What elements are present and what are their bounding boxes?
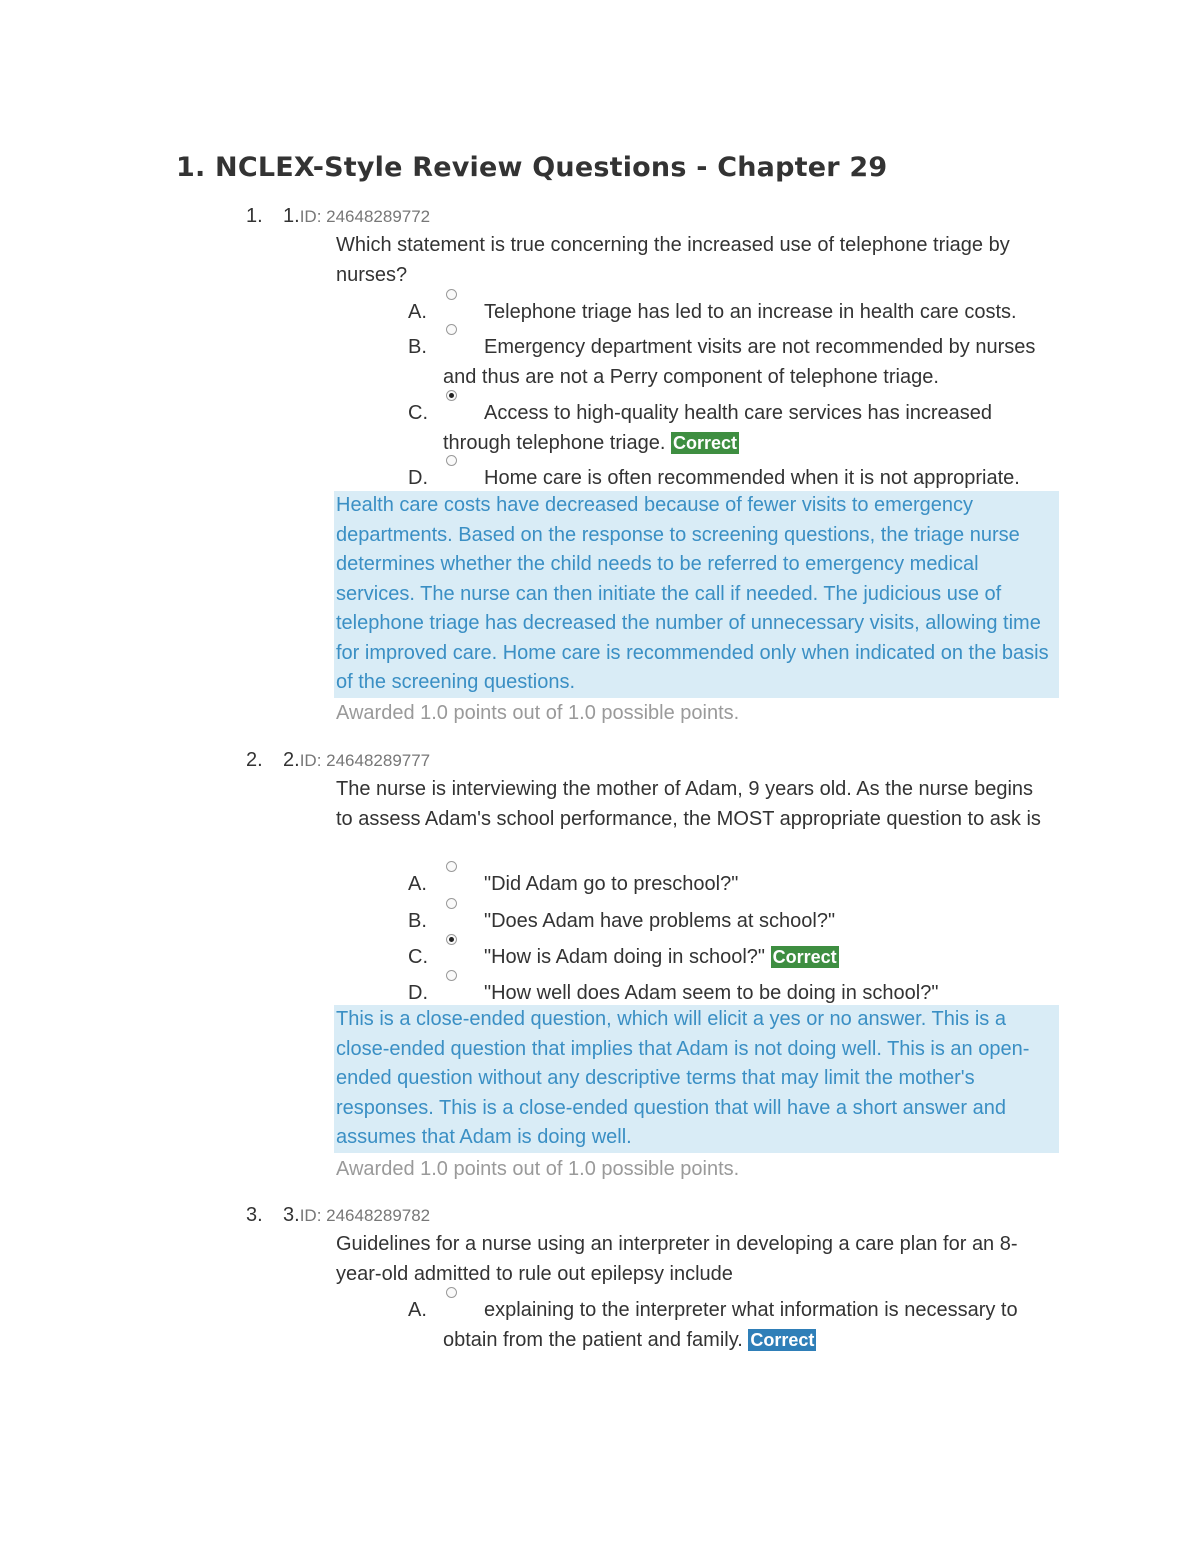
option-letter: A. [408,301,427,323]
rationale-box: Health care costs have decreased because of fewer visits to emergency departments. Based on the response to screening questions, the triage nurse determines whether the child needs to be referred to emergency medical services. The nurse can then initiate the call if needed. The judicious use of telephone triage has decreased the number of unnecessary visits, allowing time for improved care. Home care is recommended only when indicated on the basis of the screening questions. [334,491,1059,698]
radio-button-icon[interactable] [446,861,457,872]
radio-button-icon[interactable] [446,455,457,466]
option-letter: C. [408,946,428,968]
question-stem: The nurse is interviewing the mother of Adam, 9 years old. As the nurse begins to assess Adam's school performance, the MOST appropriate question to ask is [336,778,1041,830]
radio-button-icon[interactable] [446,324,457,335]
option-letter: D. [408,982,428,1004]
option-letter: A. [408,1299,427,1321]
option-c[interactable] [408,398,1058,458]
option-b[interactable] [408,332,1058,392]
question-id [283,1204,430,1227]
question-number: 3. [246,1204,263,1226]
option-letter: B. [408,910,427,932]
option-text: Telephone triage has led to an increase in health care costs. [484,301,1017,323]
correct-badge: Correct [750,1330,815,1350]
option-letter: B. [408,336,427,358]
option-text: "How well does Adam seem to be doing in school?" [484,982,939,1004]
question-number: 1. [246,205,263,227]
option-text: "How is Adam doing in school?" [484,946,766,968]
radio-button-icon[interactable] [446,1287,457,1298]
option-text: Emergency department visits are not recommended by nurses and thus are not a Perry component of telephone triage. [443,336,1036,388]
option-d[interactable] [408,978,1058,1008]
awarded-points: Awarded 1.0 points out of 1.0 possible points. [336,1158,740,1180]
option-letter: C. [408,402,428,424]
option-a[interactable] [408,1295,1058,1355]
radio-button-icon[interactable] [446,970,457,981]
option-text: Home care is often recommended when it is not appropriate. [484,467,1020,489]
option-text: explaining to the interpreter what information is necessary to obtain from the patient and family. [443,1299,1018,1351]
correct-badge: Correct [772,947,837,967]
question-id-prefix: 2. [283,749,300,771]
rationale-box: This is a close-ended question, which will elicit a yes or no answer. This is a close-ended question that implies that Adam is not doing well. This is an open-ended question without any descriptive terms that may limit the mother's responses. This is a close-ended question that will have a short answer and assumes that Adam is doing well. [334,1005,1059,1153]
radio-button-selected-icon[interactable] [446,390,457,401]
option-text: Access to high-quality health care services has increased through telephone triage. [443,402,993,454]
radio-button-icon[interactable] [446,898,457,909]
page-title: 1. NCLEX-Style Review Questions - Chapter 29 [176,152,888,183]
radio-button-selected-icon[interactable] [446,934,457,945]
question-stem: Which statement is true concerning the increased use of telephone triage by nurses? [336,234,1010,286]
question-id-label: ID: 24648289782 [299,1206,431,1225]
option-text: "Did Adam go to preschool?" [484,873,739,895]
awarded-points: Awarded 1.0 points out of 1.0 possible points. [336,702,740,724]
question-id-label: ID: 24648289772 [299,207,431,226]
question-stem: Guidelines for a nurse using an interpreter in developing a care plan for an 8-year-old admitted to rule out epilepsy include [336,1233,1018,1285]
option-text: "Does Adam have problems at school?" [484,910,836,932]
option-a[interactable] [408,297,1058,327]
option-letter: D. [408,467,428,489]
option-d[interactable] [408,463,1058,493]
question-id [283,749,430,772]
option-c[interactable] [408,942,1058,972]
question-number: 2. [246,749,263,771]
question-id [283,205,430,228]
option-b[interactable] [408,906,1058,936]
question-id-prefix: 1. [283,205,300,227]
correct-badge: Correct [672,433,737,453]
radio-button-icon[interactable] [446,289,457,300]
question-id-label: ID: 24648289777 [299,751,431,770]
option-a[interactable] [408,869,1058,899]
option-letter: A. [408,873,427,895]
question-id-prefix: 3. [283,1204,300,1226]
